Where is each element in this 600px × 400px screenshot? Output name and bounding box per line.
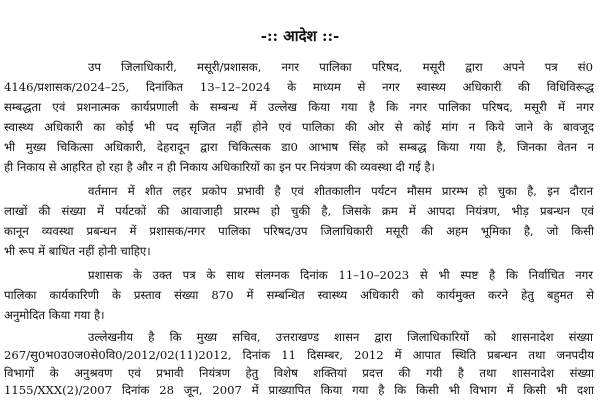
p3-line-1 <box>88 268 593 283</box>
p4-line-2: 267/सु0भ0उ0ज0से0वि0/2012/02(11)2012, दिनांक 11 दिसम्बर, 2012 में आपात स्थिति प्रबन्धन तथा जनपदीय <box>4 348 594 362</box>
p4-line-3: विभागों के अनुश्रवण एवं प्रभावी नियंत्रण हेतु विशेष शक्तियां प्रदत्त की गयी है तथा शासनादेश संख्या <box>4 366 594 380</box>
p4-line-1 <box>88 330 593 345</box>
p1-line-3: सम्बद्धता एवं प्रशनात्मक कार्यप्रणाली के सम्बन्ध में उल्लेख किया गया है कि नगर पालिका परिषद, मसूरी में नगर <box>4 100 594 114</box>
p4-line-1-text: उल्लेखनीय है कि मुख्य सचिव, उत्तराखण्ड शासन द्वारा जिलाधिकारियों को शासनादेश संख्या <box>88 330 593 344</box>
p4-line-4: 1155/XXX(2)/2007 दिनांक 28 जून, 2007 में प्राख्यापित किया गया है कि किसी भी विभाग में किसी भी दशा <box>4 383 594 397</box>
p1-line-1 <box>88 60 593 75</box>
p3-line-1-text: प्रशासक के उक्त पत्र के साथ संलग्नक दिनांक 11–10–2023 से भी स्पष्ट है कि निर्वाचित नगर <box>88 268 593 282</box>
p2-line-4: भी रूप में बाधित नहीं होनी चाहिए। <box>4 244 151 258</box>
p1-line-2: 4146/प्रशासक/2024–25, दिनांकित 13–12–2024 के माध्यम से नगर स्वास्थ्य अधिकारी की विधिविरूद्ध <box>4 80 594 94</box>
order-heading: -:: आदेश ::- <box>260 27 340 45</box>
p1-line-6: ही निकाय से आहरित हो रहा है और न ही निकाय अधिकारियों का इन पर नियंत्रण की व्यवस्था दी गई है। <box>4 160 435 174</box>
p2-line-3: कानून व्यवस्था प्रबन्धन में प्रशासक/नगर पालिका परिषद/उप जिलाधिकारी मसूरी की अहम भूमिका है, जो किसी <box>4 224 594 238</box>
p3-line-2: पालिका कार्यकारिणी के प्रस्ताव संख्या 870 में सम्बन्धित स्वास्थ्य अधिकारी को कार्यमुक्त करने हेतु बहुमत से <box>4 288 594 302</box>
p3-line-3: अनुमोदित किया गया है। <box>4 308 105 322</box>
p2-line-1 <box>88 184 593 199</box>
p1-line-4: स्वास्थ्य अधिकारी का कोई भी पद सृजित नहीं होने एवं पालिका की ओर से कोई मांग न किये जाने के बावजूद <box>4 120 594 134</box>
p2-line-1-text: वर्तमान में शीत लहर प्रकोप प्रभावी है एवं शीतकालीन पर्यटन मौसम प्रारम्भ हो चुका है, इन दौरान <box>88 184 593 198</box>
p1-line-1-text: उप जिलाधिकारी, मसूरी/प्रशासक, नगर पालिका परिषद, मसूरी द्वारा अपने पत्र सं0 <box>88 60 593 74</box>
p2-line-2: लाखों की संख्या में पर्यटकों की आवाजाही प्रारम्भ हो चुकी है, जिसके क्रम में आपदा नियंत्रण, भीड़ प्रबन्धन एवं <box>4 204 594 218</box>
p1-line-5: भी मुख्य चिकित्सा अधिकारी, देहरादून द्वारा चिकित्सक डा0 आभाष सिंह को सम्बद्ध किया गया है, जिनका वेतन न <box>4 140 594 154</box>
